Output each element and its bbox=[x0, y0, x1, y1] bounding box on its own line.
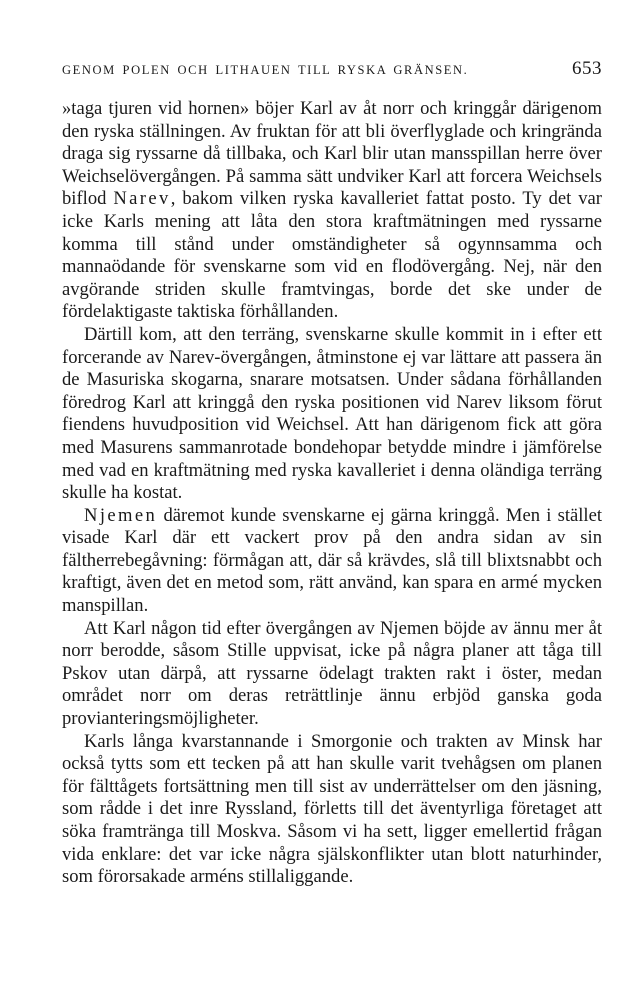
spaced-word-njemen: Njemen bbox=[84, 504, 158, 526]
page-number: 653 bbox=[572, 58, 602, 79]
paragraph-2: Därtill kom, att den terräng, svenskarne skulle kommit in i efter ett forcerande av Narev-övergången, åtminstone ej var lättare att passera än de Masuriska skogarna, snarare motsatsen. Under sådana förhållanden föredrog Karl att kringgå den ryska positionen vid Narev liksom förut fiendens huvudposition vid Weichsel. Att han därigenom fick att göra med Masurens sammanrotade bondehopar betydde mindre i jämförelse med vad en kraftmätning med ryska kavalleriet i denna oländiga terräng skulle ha kostat. bbox=[62, 323, 602, 504]
spaced-word-narev: Narev bbox=[113, 188, 171, 210]
paragraph-3 bbox=[62, 505, 602, 618]
book-page bbox=[62, 58, 602, 889]
body-text bbox=[62, 98, 602, 889]
running-title: GENOM POLEN OCH LITHAUEN TILL RYSKA GRÄNSEN. bbox=[62, 63, 469, 77]
paragraph-1 bbox=[62, 98, 602, 324]
paragraph-4: Att Karl någon tid efter övergången av Njemen böjde av ännu mer åt norr berodde, såsom Stille uppvisat, icke på några planer att tåga till Pskov utan därpå, att ryssarne ödelagt trakten rakt i öster, medan området norr om deras reträttlinje ännu erbjöd ganska goda provianteringsmöjligheter. bbox=[62, 617, 602, 730]
paragraph-1-part-b: , bakom vilken ryska kavalleriet fattat posto. Ty det var icke Karls mening att låta den stora kraftmätningen med ryssarne komma till stånd under omständigheter så ogynnsamma och mannaödande för svenskarne som vid en flodövergång. Nej, när den avgörande striden skulle framtvingas, borde det ske under de fördelaktigaste taktiska förhållanden. bbox=[62, 188, 602, 323]
paragraph-1-part-a: »taga tjuren vid hornen» böjer Karl av åt norr och kringgår därigenom den ryska ställningen. Av fruktan för att bli överflyglade och kringrända draga sig ryssarne då tillbaka, och Karl blir utan mansspillan herre över Weichselövergången. På samma sätt undviker Karl att forcera Weichsels biflod bbox=[62, 98, 602, 210]
paragraph-3-text: däremot kunde svenskarne ej gärna kringgå. Men i stället visade Karl där ett vackert prov på den andra sidan av sin fältherrebegåvning: förmågan att, där så krävdes, slå till blixtsnabbt och kraftigt, även det en metod som, rätt använd, kan spara en armé mycken manspillan. bbox=[62, 504, 602, 617]
running-head bbox=[62, 58, 602, 88]
paragraph-5: Karls långa kvarstannande i Smorgonie och trakten av Minsk har också tytts som ett tecken på att han skulle varit tvehågsen om planen för fälttågets fortsättning men till sist av underrättelser om den jäsning, som rådde i det inre Ryssland, förletts till det äventyrliga företaget att söka framtränga till Moskva. Såsom vi ha sett, ligger emellertid frågan vida enklare: det var icke några själskonflikter utan blott naturhinder, som förorsakade arméns stillaliggande. bbox=[62, 730, 602, 888]
